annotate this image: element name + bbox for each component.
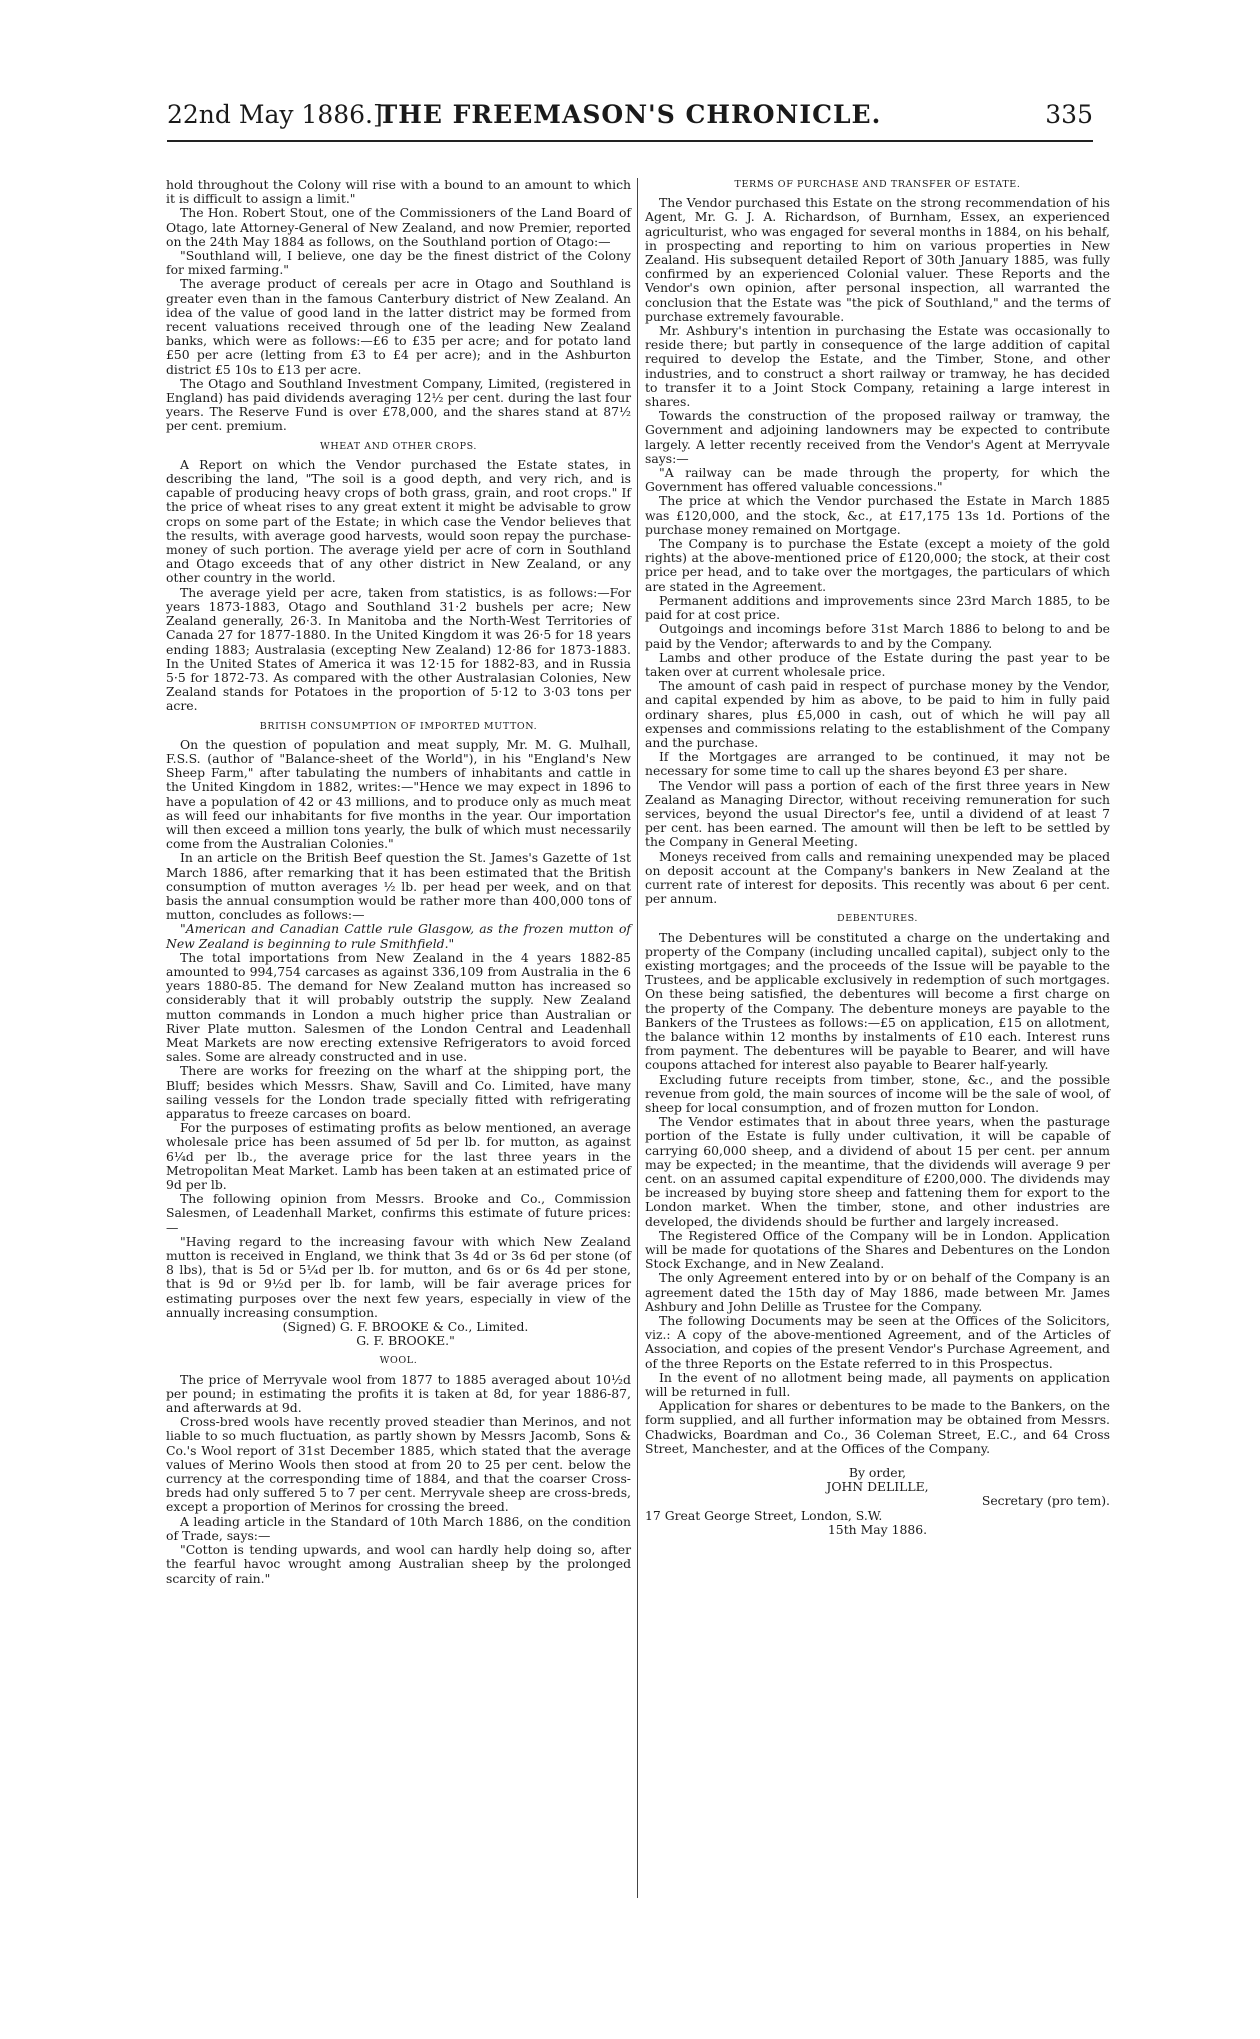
paragraph: On the question of population and meat supply, Mr. M. G. Mulhall, F.S.S. (author of "Balance-sheet of the World"), in his "England's New Sheep Farm," after tabulating the numbers of inhabitants and cattle in the United Kingdom in 1882, writes:—"Hence we may expect in 1896 to have a population of 42 or 43 millions, and to produce only as much meat as will feed our inhabitants for five months in the year. Our importation will then exceed a million tons yearly, the bulk of which must necessarily come from the Australian Colonies." <box>166 736 631 852</box>
signature-name: G. F. BROOKE." <box>356 1333 455 1349</box>
paragraph: In the event of no allotment being made, all payments on application will be returned in full. <box>645 1369 1110 1400</box>
paragraph: The following opinion from Messrs. Brooke and Co., Commission Salesmen, of Leadenhall Market, confirms this estimate of future prices:— <box>166 1191 631 1235</box>
office-address: 17 Great George Street, London, S.W. <box>645 1507 883 1523</box>
paragraph: Permanent additions and improvements since 23rd March 1885, to be paid for at cost price. <box>645 592 1110 623</box>
paragraph: The Vendor purchased this Estate on the strong recommendation of his Agent, Mr. G. J. A. Richardson, of Burnham, Essex, an experienced agriculturist, who was engaged for several months in 1884, on his behalf, in prospecting and reporting to him on various properties in New Zealand. His subsequent detailed Report of 30th January 1885, was fully confirmed by an experienced Colonial valuer. These Reports and the Vendor's own opinion, after personal inspection, all warranted the conclusion that the Estate was "the pick of Southland," and the terms of purchase extremely favourable. <box>645 195 1110 324</box>
paragraph: Lambs and other produce of the Estate during the past year to be taken over at current wholesale price. <box>645 649 1110 679</box>
paragraph: In an article on the British Beef question the St. James's Gazette of 1st March 1886, after remarking that it has been estimated that the British consumption of mutton averages ½ lb. per head per week, and on that basis the annual consumption would be rather more than 400,000 tons of mutton, concludes as follows:— <box>166 850 631 923</box>
paragraph: The Hon. Robert Stout, one of the Commissioners of the Land Board of Otago, late Attorney-General of New Zealand, and now Premier, reported on the 24th May 1884 as follows, on the Southland portion of Otago:— <box>166 205 631 249</box>
paragraph: Outgoings and incomings before 31st March 1886 to belong to and be paid by the Vendor; afterwards to and by the Company. <box>645 621 1110 651</box>
paragraph: If the Mortgages are arranged to be continued, it may not be necessary for some time to call up the shares beyond £3 per share. <box>645 749 1110 779</box>
notice-signoff <box>645 1466 1110 1537</box>
section-heading-wheat: WHEAT AND OTHER CROPS. <box>320 440 477 452</box>
paragraph: The Otago and Southland Investment Company, Limited, (registered in England) has paid dividends averaging 12½ per cent. during the last four years. The Reserve Fund is over £78,000, and the shares stand at 87½ per cent. premium. <box>166 375 631 434</box>
masthead <box>167 100 1093 140</box>
paragraph: The average yield per acre, taken from statistics, is as follows:—For years 1873-1883, Otago and Southland 31·2 bushels per acre; New Zealand generally, 26·3. In Manitoba and the North-West Territories of Canada 27 for 1877-1880. In the United Kingdom it was 26·5 for 18 years ending 1883; Australasia (excepting New Zealand) 12·86 for 1873-1883. In the United States of America it was 12·15 for 1882-83, and in Russia 5·5 for 1872-73. As compared with the other Australasian Colonies, New Zealand stands for Potatoes in the proportion of 5·12 to 3·03 tons per acre. <box>166 584 631 714</box>
section-heading-british-consumption: BRITISH CONSUMPTION OF IMPORTED MUTTON. <box>259 720 538 732</box>
paragraph: The Vendor will pass a portion of each of the first three years in New Zealand as Managing Director, without receiving remuneration for such services, beyond the usual Director's fee, until a dividend of at least 7 per cent. has been earned. The amount will then be left to be settled by the Company in General Meeting. <box>645 777 1110 850</box>
paragraph: hold throughout the Colony will rise with a bound to an amount to which it is difficult to assign a limit." <box>166 177 631 207</box>
paragraph: The price of Merryvale wool from 1877 to 1885 averaged about 10½d per pound; in estimating the profits it is taken at 8d, for year 1886-87, and afterwards at 9d. <box>166 1371 631 1416</box>
notice-date: 15th May 1886. <box>827 1521 928 1537</box>
quote-paragraph: "American and Canadian Cattle rule Glasgow, as the frozen mutton of New Zealand is beginning to rule Smithfield." <box>166 921 631 951</box>
quote-paragraph: "Cotton is tending upwards, and wool can hardly help doing so, after the fearful havoc wrought among Australian sheep by the prolonged scarcity of rain." <box>166 1542 631 1586</box>
paragraph: The Debentures will be constituted a charge on the undertaking and property of the Company (including uncalled capital), subject only to the existing mortgages; and the proceeds of the Issue will be payable to the Trustees, and be applicable exclusively in redemption of such mortgages. On these being satisfied, the debentures will become a first charge on the property of the Company. The debenture moneys are payable to the Bankers of the Trustees as follows:—£5 on application, £15 on allotment, the balance within 12 months by instalments of £10 each. Interest runs from payment. The debentures will be payable to Bearer, and will have coupons attached for interest also payable to Bearer half-yearly. <box>645 929 1110 1073</box>
right-column <box>645 178 1110 1537</box>
masthead-rule <box>167 140 1093 142</box>
section-heading-debentures: DEBENTURES. <box>837 913 918 925</box>
paragraph: Excluding future receipts from timber, stone, &c., and the possible revenue from gold, the main sources of income will be the sale of wool, of sheep for local consumption, and of frozen mutton for London. <box>645 1071 1110 1115</box>
column-divider <box>637 178 638 1898</box>
signature-company: (Signed) G. F. BROOKE & Co., Limited. <box>282 1319 529 1335</box>
paragraph: The Registered Office of the Company will be in London. Application will be made for quotations of the Shares and Debentures on the London Stock Exchange, and in New Zealand. <box>645 1227 1110 1272</box>
quote-paragraph: "Southland will, I believe, one day be the finest district of the Colony for mixed farming." <box>166 248 631 278</box>
paragraph: The Vendor estimates that in about three years, when the pasturage portion of the Estate is fully under cultivation, it will be capable of carrying 60,000 sheep, and a dividend of about 15 per cent. per annum may be expected; in the meantime, that the dividends will average 9 per cent. on an assumed capital expenditure of £200,000. The dividends may be increased by buying store sheep and fattening them for export to the London market. When the timber, stone, and other industries are developed, the dividends should be further and largely increased. <box>645 1114 1110 1229</box>
section-heading-wool: WOOL. <box>379 1355 418 1367</box>
paragraph: The amount of cash paid in respect of purchase money by the Vendor, and capital expended by him as above, to be paid to him in fully paid ordinary shares, plus £5,000 in cash, out of which he will pay all expenses and commissions relating to the establishment of the Company and the purchase. <box>645 678 1110 750</box>
publication-title: THE FREEMASON'S CHRONICLE. <box>378 100 882 129</box>
signer-title: Secretary (pro tem). <box>981 1493 1110 1509</box>
quote-paragraph: "Having regard to the increasing favour with which New Zealand mutton is received in England, we think that 3s 4d or 3s 6d per stone (of 8 lbs), that is 5d or 5¼d per lb. for mutton, and 6s or 6s 4d per stone, that is 9d or 9½d per lb. for lamb, will be fair average prices for estimating purposes over the next few years, especially in view of the annually increasing consumption. <box>166 1233 631 1320</box>
paragraph: Cross-bred wools have recently proved steadier than Merinos, and not liable to so much fluctuation, as partly shown by Messrs Jacomb, Sons & Co.'s Wool report of 31st December 1885, which stated that the average values of Merino Wools then stood at from 20 to 25 per cent. below the currency at the corresponding time of 1884, and that the coarser Cross-breds had only suffered 5 to 7 per cent. Merryvale sheep are cross-breds, except a proportion of Merinos for crossing the breed. <box>166 1414 631 1515</box>
paragraph: Application for shares or debentures to be made to the Bankers, on the form supplied, and all further information may be obtained from Messrs. Chadwicks, Boardman and Co., 36 Coleman Street, E.C., and 64 Cross Street, Manchester, and at the Offices of the Company. <box>645 1398 1110 1456</box>
page-number: 335 <box>1045 100 1093 129</box>
paragraph: The price at which the Vendor purchased the Estate in March 1885 was £120,000, and the stock, &c., at £17,175 13s 1d. Portions of the purchase money remained on Mortgage. <box>645 493 1110 537</box>
paragraph: Mr. Ashbury's intention in purchasing the Estate was occasionally to reside there; but partly in consequence of the large addition of capital required to develop the Estate, and the Timber, Stone, and other industries, and to construct a short railway or tramway, he has decided to transfer it to a Joint Stock Company, retaining a large interest in shares. <box>645 323 1110 410</box>
quote-paragraph: "A railway can be made through the property, for which the Government has offered valuable concessions." <box>645 465 1110 495</box>
by-order: By order, <box>848 1465 907 1481</box>
paragraph: A leading article in the Standard of 10th March 1886, on the condition of Trade, says:— <box>166 1513 631 1543</box>
paragraph: Towards the construction of the proposed railway or tramway, the Government and adjoining landowners may be expected to contribute largely. A letter recently received from the Vendor's Agent at Merryvale says:— <box>645 408 1110 466</box>
paragraph: The Company is to purchase the Estate (except a moiety of the gold rights) at the above-mentioned price of £120,000; the stock, at their cost price per head, and to take over the mortgages, the particulars of which are stated in the Agreement. <box>645 536 1110 594</box>
paragraph: The only Agreement entered into by or on behalf of the Company is an agreement dated the 15th day of May 1886, made between Mr. James Ashbury and John Delille as Trustee for the Company. <box>645 1270 1110 1314</box>
paragraph: The total importations from New Zealand in the 4 years 1882-85 amounted to 994,754 carcases as against 336,109 from Australia in the 6 years 1880-85. The demand for New Zealand mutton has increased so considerably that it will probably outstrip the supply. New Zealand mutton commands in London a much higher price than Australian or River Plate mutton. Salesmen of the London Central and Leadenhall Meat Markets are now erecting extensive Refrigerators to avoid forced sales. Some are already constructed and in use. <box>166 949 631 1065</box>
left-column <box>166 178 631 1586</box>
paragraph: Moneys received from calls and remaining unexpended may be placed on deposit account at the Company's bankers in New Zealand at the current rate of interest for deposits. This recently was about 6 per cent. per annum. <box>645 848 1110 907</box>
signer-name: JOHN DELILLE, <box>826 1479 929 1495</box>
paragraph: For the purposes of estimating profits as below mentioned, an average wholesale price has been assumed of 5d per lb. for mutton, as against 6¼d per lb., the average price for the last three years in the Metropolitan Meat Market. Lamb has been taken at an estimated price of 9d per lb. <box>166 1120 631 1193</box>
paragraph: A Report on which the Vendor purchased the Estate states, in describing the land, "The soil is a good depth, and very rich, and is capable of producing heavy crops of both grass, grain, and root crops." If the price of wheat rises to any great extent it might be advisable to grow crops on some part of the Estate; in which case the Vendor believes that the results, with average good harvests, would soon repay the purchase-money of such portion. The average yield per acre of corn in Southland and Otago exceeds that of any other district in New Zealand, or any other country in the world. <box>166 456 631 586</box>
paragraph: There are works for freezing on the wharf at the shipping port, the Bluff; besides which Messrs. Shaw, Savill and Co. Limited, have many sailing vessels for the London trade specially fitted with refrigerating apparatus to freeze carcases on board. <box>166 1063 631 1121</box>
paragraph: The following Documents may be seen at the Offices of the Solicitors, viz.: A copy of the above-mentioned Agreement, and of the Articles of Association, and copies of the present Vendor's Purchase Agreement, and of the three Reports on the Estate referred to in this Prospectus. <box>645 1313 1110 1371</box>
section-heading-terms: TERMS OF PURCHASE AND TRANSFER OF ESTATE. <box>734 179 1021 190</box>
issue-date: 22nd May 1886.] <box>167 100 383 129</box>
paragraph: The average product of cereals per acre in Otago and Southland is greater even than in the famous Canterbury district of New Zealand. An idea of the value of good land in the latter district may be formed from recent valuations received through one of the leading New Zealand banks, which were as follows:—£6 to £35 per acre; and for potato land £50 per acre (letting from £3 to £4 per acre); and in the Ashburton district £5 10s to £13 per acre. <box>166 276 631 377</box>
